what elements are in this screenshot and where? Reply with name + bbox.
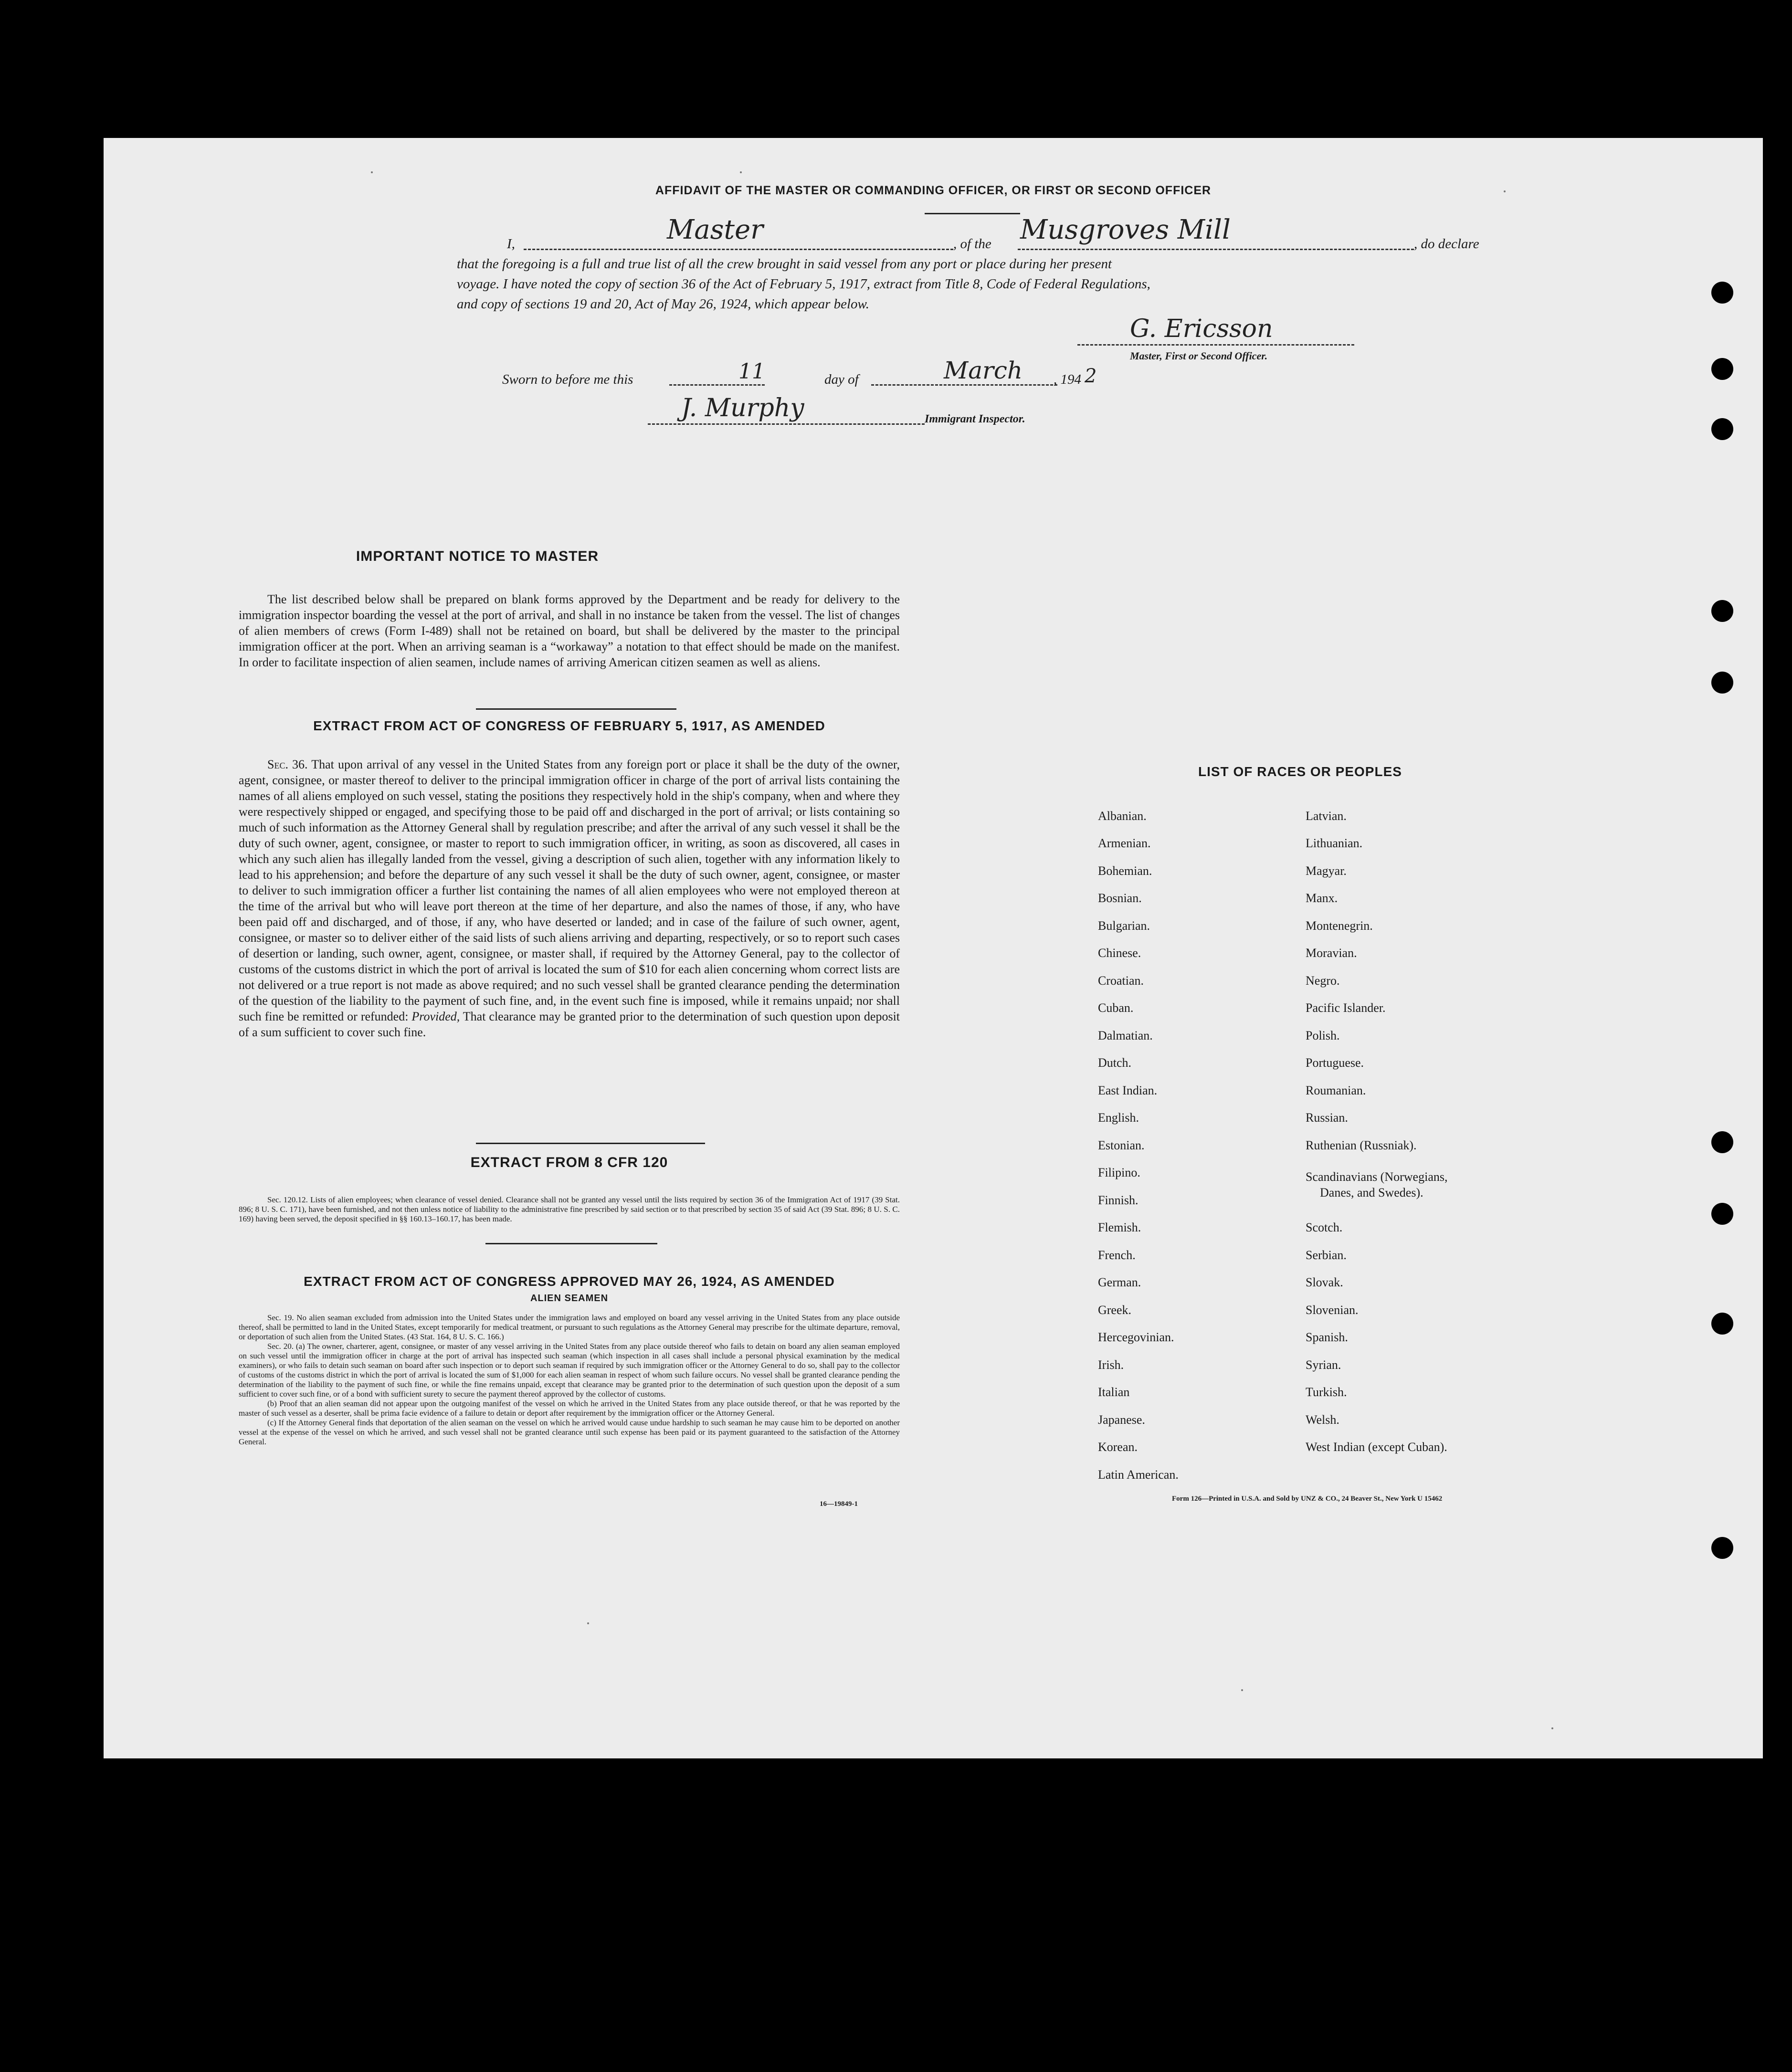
alien-seamen-subheading: ALIEN SEAMEN bbox=[530, 1293, 609, 1304]
race-item: Magyar. bbox=[1306, 864, 1347, 878]
race-item: German. bbox=[1098, 1275, 1141, 1289]
race-item: Filipino. bbox=[1098, 1166, 1140, 1179]
notice-divider bbox=[476, 708, 676, 710]
document-sheet bbox=[104, 138, 1763, 1758]
race-item: Dalmatian. bbox=[1098, 1029, 1153, 1042]
race-item: Italian bbox=[1098, 1385, 1130, 1399]
race-item: Russian. bbox=[1306, 1111, 1348, 1125]
race-item: Syrian. bbox=[1306, 1358, 1341, 1372]
race-item: Estonian. bbox=[1098, 1138, 1145, 1152]
punch-hole bbox=[1711, 1537, 1733, 1559]
race-item: Bulgarian. bbox=[1098, 919, 1150, 933]
year-handwritten: 2 bbox=[1085, 365, 1097, 387]
extract-1917-divider bbox=[476, 1143, 705, 1144]
race-item: Hercegovinian. bbox=[1098, 1330, 1174, 1344]
race-item: Greek. bbox=[1098, 1303, 1132, 1317]
inspector-caption: Immigrant Inspector. bbox=[925, 413, 1025, 425]
race-item: Croatian. bbox=[1098, 974, 1144, 988]
extract-1917-text bbox=[239, 757, 900, 1040]
year-printed: , 194 bbox=[1054, 372, 1081, 387]
sec-19-text: Sec. 19. No alien seaman excluded from admission into the United States under the immigration laws and employed on board any vessel arriving in the United States from any place outside thereof, shall be permitted to land in the United States, except temporarily for medical treatment, or pursuant to such regulations as the Attorney General may prescribe for the ultimate departure, removal, or deportation of such alien from the United States. (43 Stat. 164, 8 U. S. C. 166.) bbox=[239, 1313, 900, 1341]
race-item: Polish. bbox=[1306, 1029, 1340, 1042]
race-item: Ruthenian (Russniak). bbox=[1306, 1138, 1417, 1152]
notice-text: The list described below shall be prepared on blank forms approved by the Department and be ready for delivery to the immigration inspector boarding the vessel at the port of arrival, and shall in no instance be taken from the vessel. The list of changes of alien members of crews (Form I-489) shall not be retained on board, but shall be delivered by the master to the principal immigration officer at the port. When an arriving seaman is a “workaway” a notation to that effect should be made on the manifest. In order to facilitate inspection of alien seamen, include names of arriving American citizen seamen as well as aliens. bbox=[239, 592, 900, 669]
extract-1917-sec-label: Sec. 36. bbox=[267, 757, 308, 771]
race-item: Manx. bbox=[1306, 891, 1338, 905]
inspector-signature: J. Murphy bbox=[681, 394, 804, 422]
race-item: Serbian. bbox=[1306, 1248, 1347, 1262]
punch-hole bbox=[1711, 1203, 1733, 1225]
month-handwritten: March bbox=[944, 357, 1023, 384]
race-item: Lithuanian. bbox=[1306, 836, 1363, 850]
race-item: Japanese. bbox=[1098, 1413, 1145, 1427]
extract-1917-body-b: That clearance may be granted prior to the determination of such question upon deposit of a sum sufficient to cover such fine. bbox=[239, 1010, 900, 1039]
vessel-handwritten: Musgroves Mill bbox=[1020, 214, 1231, 245]
scan-speck bbox=[587, 1622, 589, 1624]
punch-hole bbox=[1711, 358, 1733, 380]
punch-hole bbox=[1711, 282, 1733, 304]
race-item: Finnish. bbox=[1098, 1193, 1138, 1207]
race-item: Albanian. bbox=[1098, 809, 1147, 823]
punch-hole bbox=[1711, 1131, 1733, 1153]
affidavit-title: AFFIDAVIT OF THE MASTER OR COMMANDING OFFICER, OR FIRST OR SECOND OFFICER bbox=[655, 184, 1212, 197]
extract-1917-heading: EXTRACT FROM ACT OF CONGRESS OF FEBRUARY 5, 1917, AS AMENDED bbox=[313, 718, 825, 733]
race-item: Flemish. bbox=[1098, 1220, 1141, 1234]
race-item: East Indian. bbox=[1098, 1083, 1158, 1097]
scan-speck bbox=[740, 171, 742, 173]
race-item: Pacific Islander. bbox=[1306, 1001, 1386, 1015]
extract-1924-heading: EXTRACT FROM ACT OF CONGRESS APPROVED MAY 26, 1924, AS AMENDED bbox=[304, 1274, 835, 1289]
officer-caption: Master, First or Second Officer. bbox=[1130, 350, 1268, 362]
race-item: Scandinavians (Norwegians, bbox=[1306, 1170, 1448, 1184]
cfr-heading: EXTRACT FROM 8 CFR 120 bbox=[470, 1155, 668, 1170]
race-item: Roumanian. bbox=[1306, 1083, 1366, 1097]
races-heading: LIST OF RACES OR PEOPLES bbox=[1198, 764, 1402, 779]
extract-1917-body-a: That upon arrival of any vessel in the United States from any foreign port or place it shall be the duty of the owner, agent, consignee, or master thereof to deliver to the principal immigration officer in charge of the port of arrival lists containing the names of all aliens employed on such vessel, stating the positions they respectively hold in the ship's company, when and where they were respectively shipped or engaged, and specifying those to be paid off and discharged in the port of arrival; or lists containing so much of such information as the Attorney General shall by regulation prescribe; and after the arrival of any such vessel it shall be the duty of such owner, agent, consignee, or master to report to such immigration officer, in writing, as soon as discovered, all cases in which any such alien has illegally landed from the vessel, giving a description of such alien, together with any information likely to lead to his apprehension; and before the departure of any such vessel it shall be the duty of such owner, agent, consignee, or master to deliver to such immigration officer a further list containing the names of all alien employees who were not employed thereon at the time of the arrival but who will leave port thereon at the time of her departure, and also the names of those, if any, who have been paid off and discharged, and of those, if any, who have deserted or landed; and in case of the failure of such owner, agent, consignee, or master so to deliver either of the said lists of such aliens arriving and departing, respectively, or so to report such cases of desertion or landing, such owner, agent, consignee, or master shall, if required by the Attorney General, pay to the collector of customs of the customs district in which the port of arrival is located the sum of $10 for each alien concerning whom correct lists are not delivered or a true report is not made as above required; and no such vessel shall be granted clearance pending the determination of the question of the liability to the payment of such fine, and, in the event such fine is imposed, while it remains unpaid; nor shall such fine be remitted or refunded: bbox=[239, 757, 900, 1023]
race-item: Spanish. bbox=[1306, 1330, 1348, 1344]
punch-hole bbox=[1711, 672, 1733, 694]
day-handwritten: 11 bbox=[738, 359, 765, 384]
race-item: Scotch. bbox=[1306, 1220, 1343, 1234]
extract-1924-text bbox=[239, 1313, 900, 1447]
sec-20c-text: (c) If the Attorney General finds that deportation of the alien seaman on the vessel on which he arrived would cause undue hardship to such seaman he may cause him to be deported on another vessel at the expense of the vessel on which he arrived, and such vessel shall not be granted clearance until such expense has been paid or its payment guaranteed to the satisfaction of the Attorney General. bbox=[239, 1418, 900, 1446]
extract-1917-provided: Provided, bbox=[411, 1010, 460, 1023]
race-item: Bosnian. bbox=[1098, 891, 1142, 905]
race-item: Welsh. bbox=[1306, 1413, 1339, 1427]
race-item: Cuban. bbox=[1098, 1001, 1134, 1015]
race-item: Slovak. bbox=[1306, 1275, 1343, 1289]
race-item: Portuguese. bbox=[1306, 1056, 1364, 1070]
of-the-label: , of the bbox=[953, 236, 991, 252]
race-item: Bohemian. bbox=[1098, 864, 1152, 878]
sec-20a-text: Sec. 20. (a) The owner, charterer, agent, consignee, or master of any vessel arriving in the United States from any place outside thereof who fails to detain on board any alien seaman employed on such vessel until the immigration officer in charge at the port of arrival has inspected such seaman (which inspection in all cases shall include a personal physical examination by the medical examiners), or who fails to detain such seaman on board after such inspection or to deport such seaman if required by such immigration officer or the Attorney General to do so, shall pay to the collector of customs of the customs district in which the port of arrival is located the sum of $1,000 for each alien seaman in respect of whom such failure occurs. No vessel shall be granted clearance pending the determination of the liability to the payment of such fine, or while the fine remains unpaid, except that clearance may be granted prior to the determination of such question upon the deposit of a sum sufficient to cover such fine, or of a bond with sufficient surety to secure the payment thereof approved by the collector of customs. bbox=[239, 1342, 900, 1399]
race-item: French. bbox=[1098, 1248, 1136, 1262]
scan-speck bbox=[1241, 1689, 1243, 1691]
day-blank bbox=[669, 384, 765, 386]
affidavit-i-label: I, bbox=[507, 236, 515, 252]
punch-hole bbox=[1711, 1313, 1733, 1335]
extract-1924-code: 16—19849-1 bbox=[820, 1500, 858, 1508]
punch-hole bbox=[1711, 600, 1733, 622]
scan-speck bbox=[371, 171, 373, 173]
race-item: Negro. bbox=[1306, 974, 1340, 988]
scan-speck bbox=[1504, 190, 1506, 192]
form-note: Form 126—Printed in U.S.A. and Sold by UNZ & CO., 24 Beaver St., New York U 15462 bbox=[1172, 1495, 1443, 1503]
master-handwritten: Master bbox=[667, 214, 763, 245]
race-item: Moravian. bbox=[1306, 946, 1357, 960]
notice-heading: IMPORTANT NOTICE TO MASTER bbox=[356, 548, 599, 564]
race-item: Turkish. bbox=[1306, 1385, 1347, 1399]
race-item: Montenegrin. bbox=[1306, 919, 1373, 933]
race-item: West Indian (except Cuban). bbox=[1306, 1440, 1447, 1454]
cfr-text: Sec. 120.12. Lists of alien employees; when clearance of vessel denied. Clearance shall not be granted any vessel until the lists required by section 36 of the Immigration Act of 1917 (39 Stat. 896; 8 U. S. C. 171), have been furnished, and not then unless notice of liability to the administrative fine prescribed by said section or to that prescribed by section 35 of said Act (39 Stat. 896; 8 U. S. C. 169) having been served, the deposit specified in §§ 160.13–160.17, has been made. bbox=[239, 1195, 900, 1223]
sec-20b-text: (b) Proof that an alien seaman did not appear upon the outgoing manifest of the vessel on which he arrived in the United States from any place outside thereof, or that he was reported by the master of such vessel as a deserter, shall be prima facie evidence of a failure to detain or deport after requirement by the immigration officer or the Attorney General. bbox=[239, 1399, 900, 1418]
declaration-line-2: voyage. I have noted the copy of section 36 of the Act of February 5, 1917, extract from Title 8, Code of Federal Regulations, bbox=[457, 276, 1150, 292]
race-item: Irish. bbox=[1098, 1358, 1124, 1372]
declaration-line-1: that the foregoing is a full and true list of all the crew brought in said vessel from any port or place during her present bbox=[457, 256, 1112, 272]
race-item: Armenian. bbox=[1098, 836, 1151, 850]
race-item: Dutch. bbox=[1098, 1056, 1132, 1070]
day-of-label: day of bbox=[824, 372, 859, 387]
race-item: Danes, and Swedes). bbox=[1320, 1186, 1423, 1199]
race-item: Slovenian. bbox=[1306, 1303, 1359, 1317]
race-item: Korean. bbox=[1098, 1440, 1138, 1454]
vessel-blank bbox=[1018, 249, 1414, 250]
race-item: Chinese. bbox=[1098, 946, 1141, 960]
punch-hole bbox=[1711, 418, 1733, 440]
scan-speck bbox=[1551, 1727, 1553, 1729]
title-divider bbox=[925, 213, 1020, 214]
master-blank bbox=[524, 249, 953, 250]
sworn-label: Sworn to before me this bbox=[502, 372, 633, 387]
officer-signature-line bbox=[1077, 344, 1354, 346]
declaration-line-3: and copy of sections 19 and 20, Act of May 26, 1924, which appear below. bbox=[457, 296, 869, 312]
race-item: English. bbox=[1098, 1111, 1139, 1125]
month-blank bbox=[871, 384, 1057, 386]
officer-signature: G. Ericsson bbox=[1130, 315, 1273, 343]
inspector-signature-line bbox=[648, 423, 925, 425]
race-item: Latin American. bbox=[1098, 1468, 1179, 1482]
race-item: Latvian. bbox=[1306, 809, 1347, 823]
cfr-divider bbox=[485, 1243, 657, 1244]
do-declare-label: , do declare bbox=[1414, 236, 1479, 252]
